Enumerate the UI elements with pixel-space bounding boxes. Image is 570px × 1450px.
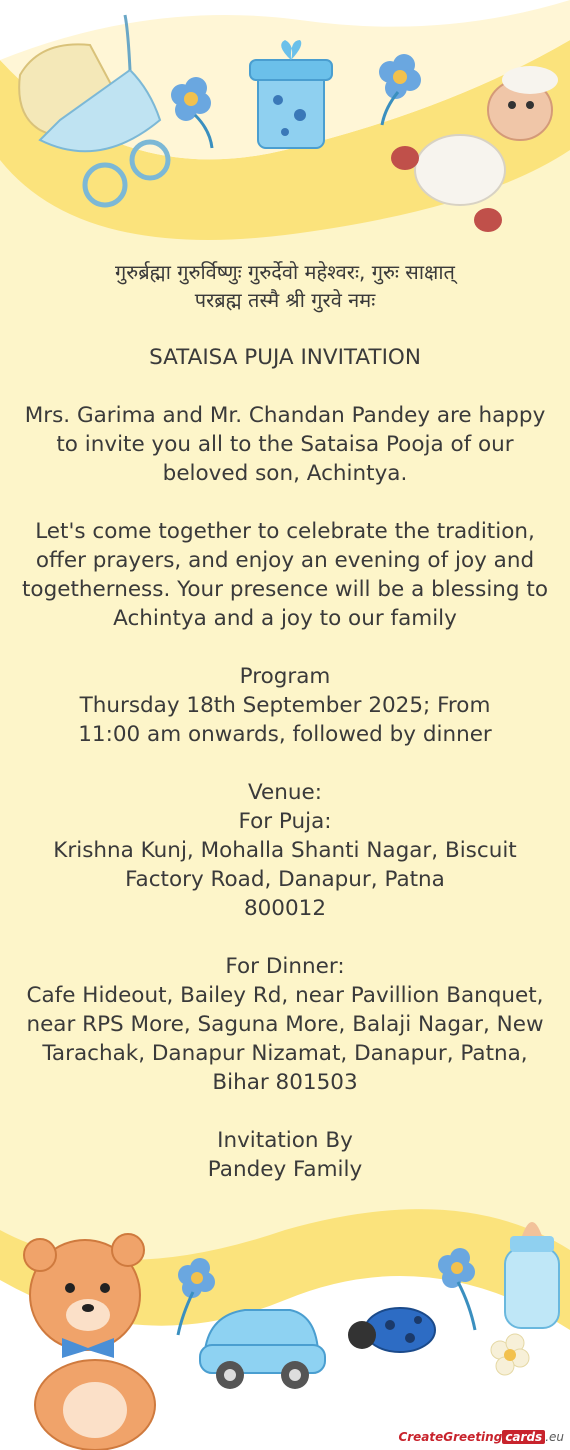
ladybug-icon [348,1308,435,1352]
brand-part: cards [502,1430,545,1444]
invite-paragraph: Mrs. Garima and Mr. Chandan Pandey are happy to invite you all to the Sataisa Pooja of our beloved son, Achintya. [24,403,546,486]
puja-heading: For Puja: [238,809,332,834]
top-decorations [0,0,570,250]
venue-heading: Venue: [248,780,322,805]
dinner-heading: For Dinner: [225,954,345,979]
guru-mantra-line-1: गुरुर्ब्रह्मा गुरुर्विष्णुः गुरुर्देवो महेश्वरः, गुरुः साक्षात् [115,260,455,284]
flower-icon [438,1248,475,1330]
sheep-toy-icon [391,66,558,232]
brand-watermark[interactable] [398,1430,564,1444]
toy-car-icon [200,1310,325,1389]
invitation-text [20,258,550,1184]
flower-icon [171,77,212,148]
gift-box-icon [250,40,332,148]
family-name: Pandey Family [207,1157,363,1182]
puja-pincode: 800012 [243,896,327,921]
teddy-bear-icon [24,1234,155,1450]
program-line: Thursday 18th September 2025; From [79,693,491,718]
program-line: 11:00 am onwards, followed by dinner [78,722,492,747]
invitation-title: SATAISA PUJA INVITATION [149,345,421,370]
message-paragraph: Let's come together to celebrate the tradition, offer prayers, and enjoy an evening of joy and togetherness. Your presence will be a blessing to Achintya and a joy to our family [21,519,548,631]
invitation-by-label: Invitation By [217,1128,353,1153]
brand-part: .eu [545,1430,564,1444]
baby-carriage-icon [19,15,168,205]
baby-bottle-icon [505,1222,559,1328]
flower-icon [178,1258,215,1335]
program-heading: Program [239,664,331,689]
bottom-decorations [0,1200,570,1450]
guru-mantra-line-2: परब्रह्म तस्मै श्री गुरवे नमः [194,288,376,312]
puja-address: Krishna Kunj, Mohalla Shanti Nagar, Biscuit Factory Road, Danapur, Patna [53,838,517,892]
flower-icon [491,1334,529,1375]
flower-icon [379,54,421,125]
dinner-address: Cafe Hideout, Bailey Rd, near Pavillion Banquet, near RPS More, Saguna More, Balaji Nagar, New Tarachak, Danapur Nizamat, Danapur, Patna, Bihar 801503 [26,983,544,1095]
brand-part: CreateGreeting [398,1430,503,1444]
